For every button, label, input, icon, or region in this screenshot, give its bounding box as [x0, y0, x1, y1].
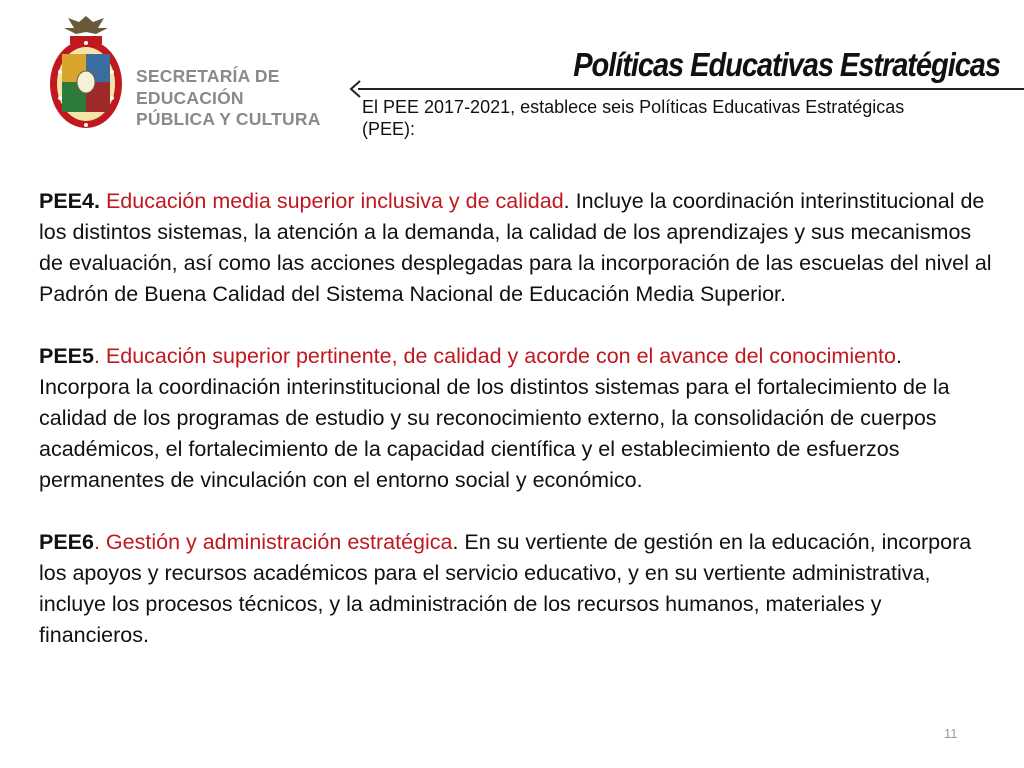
slide-title: Políticas Educativas Estratégicas [573, 46, 1000, 83]
org-name [136, 66, 321, 131]
org-line-3: PÚBLICA Y CULTURA [136, 109, 321, 129]
title-underline [358, 88, 1024, 90]
org-line-1: SECRETARÍA DE [136, 66, 280, 86]
intro-text: El PEE 2017-2021, establece seis Políticas Educativas Estratégicas (PEE): [362, 97, 905, 139]
policy-item-pee6 [39, 527, 994, 651]
policy-description: . Incorpora la coordinación interinstitucional de los distintos sistemas para el fortalecimiento de la calidad de los programas de estudio y su reconocimiento externo, la consolidación de cuerpos académicos, el fortalecimiento de la capacidad científica y el establecimiento de esfuerzos permanentes de vinculación con el entorno social y económico. [39, 344, 950, 492]
policy-title: . Educación superior pertinente, de calidad y acorde con el avance del conocimiento [93, 344, 896, 368]
policy-code: PEE6 [39, 530, 94, 554]
policy-item-pee4 [39, 186, 994, 310]
page-number: 11 [944, 726, 958, 741]
policy-title: Educación media superior inclusiva y de calidad [105, 189, 564, 213]
policy-item-pee5 [39, 341, 994, 496]
policy-code: PEE4. [39, 189, 100, 213]
policy-title: . Gestión y administración estratégica [93, 530, 453, 554]
policy-code: PEE5 [39, 344, 94, 368]
policy-description: . En su vertiente de gestión en la educación, incorpora los apoyos y recursos académicos para el servicio educativo, y en su vertiente administrativa, incluye los procesos técnicos, y la administración de los recursos humanos, materiales y financieros. [39, 530, 972, 647]
org-line-2: EDUCACIÓN [136, 87, 244, 108]
sinaloa-coat-of-arms-icon [46, 12, 126, 136]
policies-list [39, 186, 994, 682]
policy-description: . Incluye la coordinación interinstitucional de los distintos sistemas, la atención a la demanda, la calidad de los aprendizajes y sus mecanismos de evaluación, así como las acciones desplegadas para la incorporación de las escuelas del nivel al Padrón de Buena Calidad del Sistema Nacional de Educación Media Superior. [39, 189, 992, 306]
arrow-left-icon [349, 80, 361, 98]
